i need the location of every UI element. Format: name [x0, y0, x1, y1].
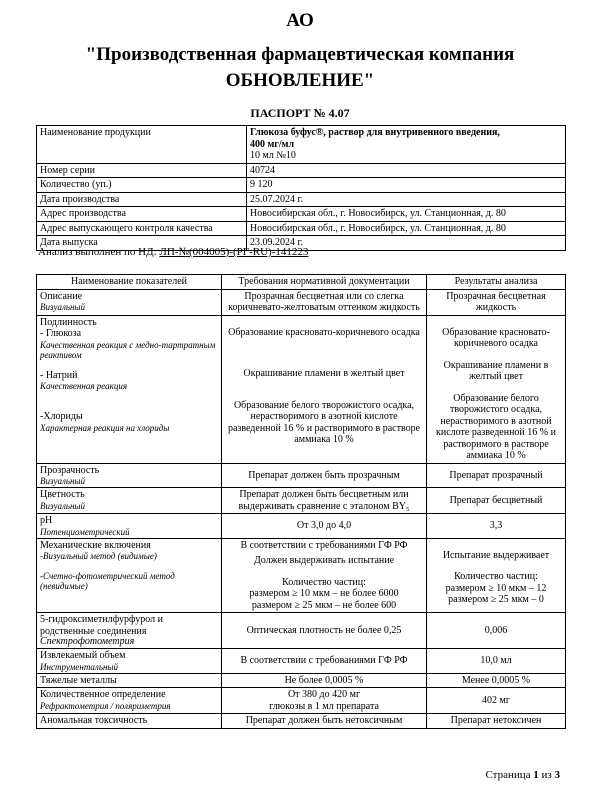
header-requirements: Требования нормативной документации	[222, 275, 427, 290]
mech-req-test: Должен выдерживать испытание	[253, 555, 395, 566]
identity-sodium-res: Окрашивание пламени в желтый цвет	[443, 359, 549, 382]
mech-req-particles: Количество частиц:	[282, 576, 366, 588]
info-row	[37, 163, 566, 178]
identity-glucose-res: Образование красновато-коричневого осадка	[442, 326, 550, 349]
info-row	[37, 192, 566, 207]
info-value: 23.09.2024 г.	[247, 236, 566, 251]
indicator-name: Подлинность	[40, 316, 97, 328]
indicator-method: Визуальный	[40, 476, 86, 486]
page-number	[485, 769, 560, 781]
result: Препарат нетоксичен	[427, 714, 566, 729]
info-value: Новосибирская обл., г. Новосибирск, ул. Станционная, д. 80	[247, 221, 566, 236]
analysis-basis	[38, 246, 308, 258]
indicator-method: Инструментальный	[40, 661, 119, 672]
row-toxicity	[37, 714, 566, 729]
indicator-name: pH	[40, 515, 53, 526]
indicator-name: Количественное определение	[40, 689, 166, 700]
info-label: Адрес производства	[37, 207, 247, 222]
result: Прозрачная бесцветная жидкость	[427, 289, 566, 315]
row-description	[37, 289, 566, 315]
identity-chlorides: -Хлориды	[40, 411, 83, 422]
indicator-name: Механические включения	[40, 539, 151, 551]
info-row	[37, 126, 566, 164]
requirement	[222, 688, 427, 714]
identity-glucose-method: Качественная реакция с медно-тартратным реактивом	[40, 339, 216, 360]
indicator-method: Потенциометрический	[40, 526, 130, 537]
indicator-cell	[37, 538, 222, 613]
company-name	[0, 42, 600, 94]
requirement: Оптическая плотность не более 0,25	[222, 613, 427, 649]
info-label: Адрес выпускающего контроля качества	[37, 221, 247, 236]
indicator-name: Цветность	[40, 489, 85, 500]
result: 402 мг	[427, 688, 566, 714]
info-row	[37, 207, 566, 222]
row-heavy-metals	[37, 673, 566, 688]
org-form: АО	[286, 10, 314, 31]
quant-req-range: От 380 до 420 мг	[287, 689, 361, 700]
result: 10,0 мл	[427, 649, 566, 674]
indicator-method: Визуальный	[40, 500, 86, 511]
page-total: 3	[554, 769, 560, 781]
product-info-table	[36, 125, 566, 251]
header-indicators: Наименование показателей	[37, 275, 222, 290]
indicator-cell	[37, 289, 222, 315]
info-label: Наименование продукции	[37, 126, 247, 164]
mech-req-10um: размером ≥ 10 мкм – не более 6000	[249, 588, 399, 599]
mech-res-test: Испытание выдерживает	[442, 549, 550, 561]
requirement: Прозрачная бесцветная или со слегка коричневато-желтоватым оттенком жидкость	[222, 289, 427, 315]
requirement: Препарат должен быть прозрачным	[222, 463, 427, 488]
result: 0,006	[427, 613, 566, 649]
mech-res-10um: размером ≥ 10 мкм – 12	[445, 582, 547, 594]
result: Препарат бесцветный	[427, 488, 566, 514]
indicator-name: Описание	[40, 290, 83, 302]
row-volume	[37, 649, 566, 674]
page-of: из	[541, 769, 552, 781]
indicator-name: Прозрачность	[40, 464, 100, 476]
result	[427, 538, 566, 613]
mech-res-particles: Количество частиц:	[454, 571, 538, 582]
row-color	[37, 488, 566, 514]
requirement: Препарат должен быть бесцветным или выдерживать сравнение с эталоном BY₅	[222, 488, 427, 514]
page-label: Страница	[485, 769, 531, 781]
info-value: 9 120	[247, 178, 566, 193]
mech-req-25um: размером ≥ 25 мкм – не более 600	[251, 599, 397, 611]
identity-chlorides-res: Образование белого творожистого осадка, нерастворимого в азотной кислоте разведенной 16 % и растворимого в растворе аммиака 10 %	[436, 392, 556, 461]
indicator-cell	[37, 488, 222, 514]
results-table	[36, 274, 566, 729]
identity-sodium-method: Качественная реакция	[40, 381, 128, 391]
page-current: 1	[533, 769, 539, 781]
row-identity	[37, 315, 566, 463]
quant-req-unit: глюкозы в 1 мл препарата	[269, 700, 379, 712]
product-name: Глюкоза буфус®, раствор для внутривенного введения,	[250, 127, 500, 138]
result: 3,3	[427, 514, 566, 539]
row-mechanical	[37, 538, 566, 613]
info-label: Номер серии	[37, 163, 247, 178]
product-pack: 10 мл №10	[250, 150, 296, 161]
indicator-cell	[37, 688, 222, 714]
identity-glucose: - Глюкоза	[40, 328, 82, 339]
company-name-line2: ОБНОВЛЕНИЕ"	[225, 70, 375, 91]
requirement	[222, 538, 427, 613]
identity-sodium: - Натрий	[40, 369, 78, 381]
indicator-cell	[37, 463, 222, 488]
requirement: Препарат должен быть нетоксичным	[222, 714, 427, 729]
indicator-name: Аномальная токсичность	[37, 714, 222, 729]
indicator-cell	[37, 613, 222, 649]
result	[427, 315, 566, 463]
info-value	[247, 126, 566, 164]
info-value: 40724	[247, 163, 566, 178]
requirement: От 3,0 до 4,0	[222, 514, 427, 539]
analysis-prefix: Анализ выполнен по НД:	[38, 246, 157, 258]
indicator-method: -Визуальный метод (видимые)	[40, 551, 157, 561]
info-label: Дата выпуска	[37, 236, 247, 251]
requirement	[222, 315, 427, 463]
requirement: Не более 0,0005 %	[222, 673, 427, 688]
row-ph	[37, 514, 566, 539]
indicator-cell	[37, 649, 222, 674]
info-label: Дата производства	[37, 192, 247, 207]
identity-chlorides-req: Образование белого творожистого осадка, нерастворимого в азотной кислоте разведенной 16 % и растворимого в растворе аммиака 10 %	[227, 399, 421, 445]
indicator-cell	[37, 315, 222, 463]
info-row	[37, 178, 566, 193]
row-hmf	[37, 613, 566, 649]
result: Менее 0,0005 %	[427, 673, 566, 688]
company-name-line1: "Производственная фармацевтическая компания	[85, 44, 515, 65]
result: Препарат прозрачный	[427, 463, 566, 488]
row-quantitative	[37, 688, 566, 714]
row-transparency	[37, 463, 566, 488]
info-value: 25.07.2024 г.	[247, 192, 566, 207]
indicator-name: Извлекаемый объем	[40, 650, 126, 661]
mech-req-standard: В соответствии с требованиями ГФ РФ	[240, 539, 408, 551]
identity-glucose-req: Образование красновато-коричневого осадка	[228, 326, 420, 338]
nd-number: ЛП-№(004005)-(РГ-RU)-141223	[159, 246, 309, 258]
indicator-method: Рефрактометрия / поляриметрия	[40, 700, 171, 711]
indicator-name: 5-гидроксиметилфурфурол и родственные соединения	[40, 614, 163, 637]
indicator-method: -Счетно-фотометрический метод (невидимые)	[40, 571, 175, 591]
requirement: В соответствии с требованиями ГФ РФ	[222, 649, 427, 674]
indicator-name: Тяжелые металлы	[37, 673, 222, 688]
identity-sodium-req: Окрашивание пламени в желтый цвет	[243, 368, 405, 379]
info-label: Количество (уп.)	[37, 178, 247, 193]
info-value: Новосибирская обл., г. Новосибирск, ул. Станционная, д. 80	[247, 207, 566, 222]
results-header-row	[37, 275, 566, 290]
indicator-method: Визуальный	[40, 302, 86, 312]
info-row	[37, 221, 566, 236]
mech-res-25um: размером ≥ 25 мкм – 0	[448, 594, 544, 605]
indicator-cell	[37, 514, 222, 539]
passport-title: ПАСПОРТ № 4.07	[250, 106, 350, 120]
indicator-method: Спектрофотометрия	[40, 636, 135, 647]
identity-chlorides-method: Характерная реакция на хлориды	[40, 422, 170, 433]
header-results: Результаты анализа	[427, 275, 566, 290]
product-concentration: 400 мг/мл	[250, 138, 295, 150]
